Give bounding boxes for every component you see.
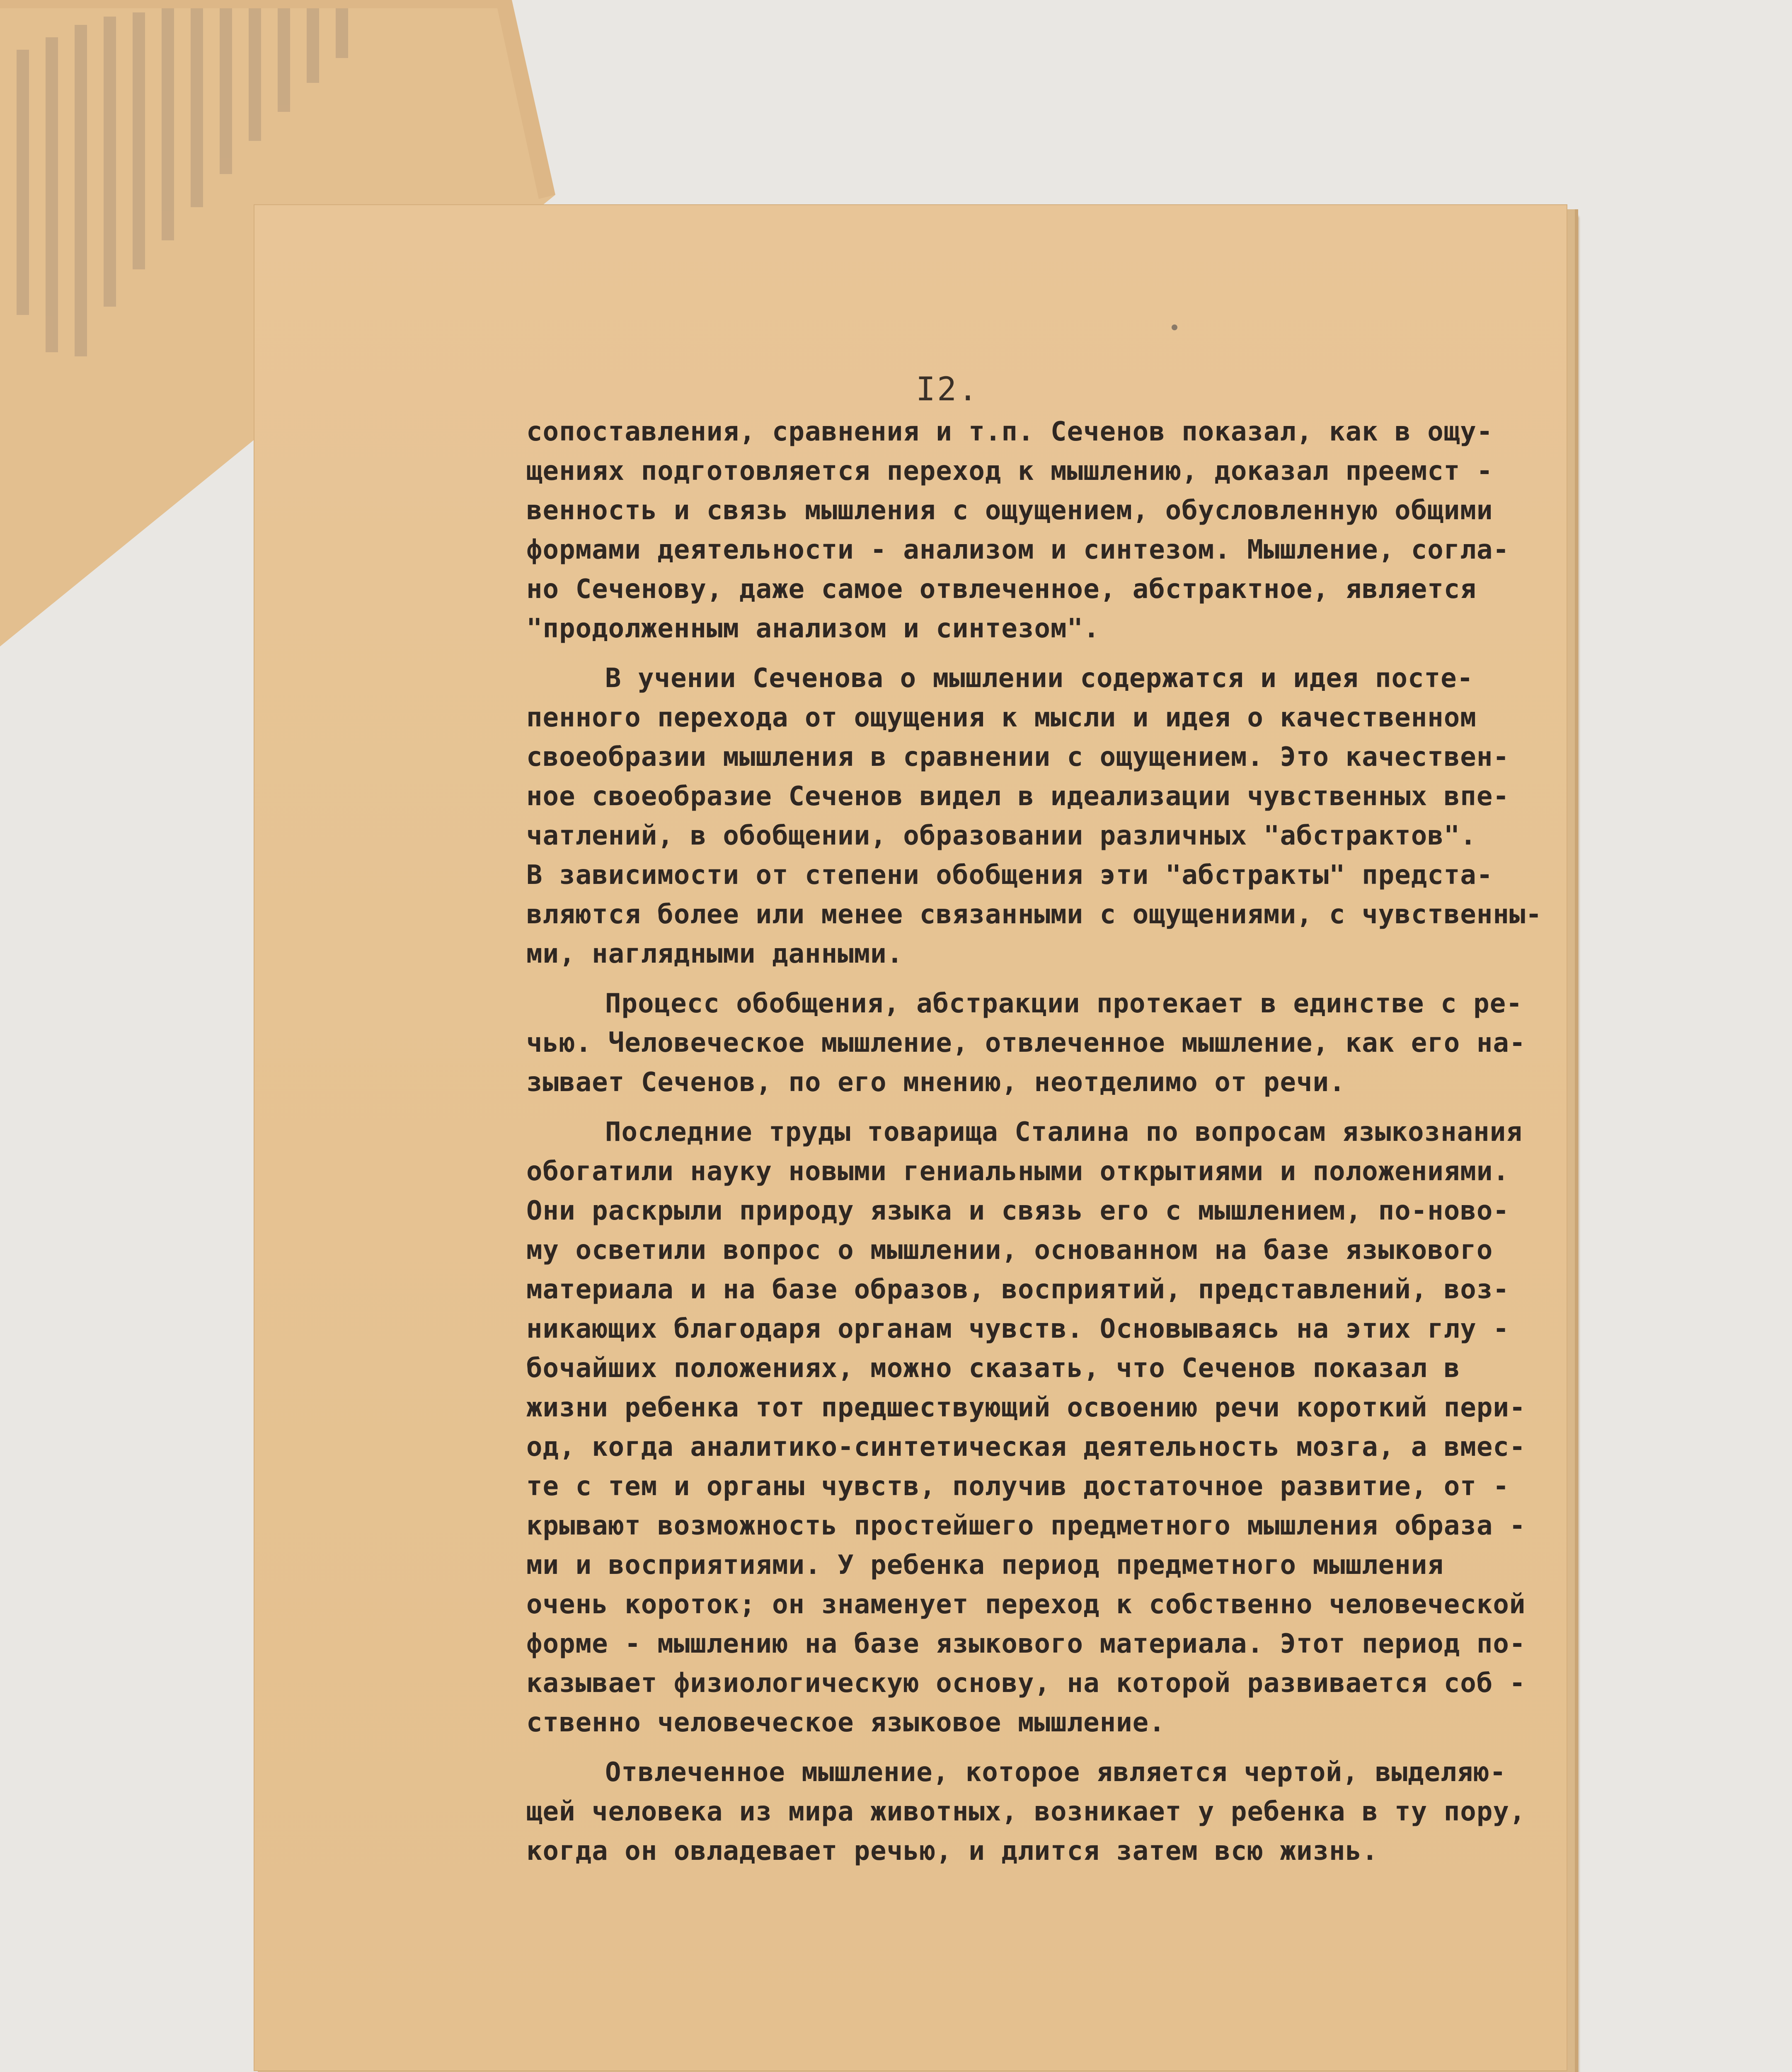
text-line: форме - мышлению на базе языкового материала. Этот период по- [526,1629,1526,1659]
paragraph-gap [526,974,1562,984]
ink-mark [1172,324,1177,330]
text-line: бочайших положениях, можно сказать, что Сеченов показал в [526,1353,1460,1384]
text-line: те с тем и органы чувств, получив достаточное развитие, от - [526,1471,1509,1502]
text-line: крывают возможность простейшего предметного мышления образа - [526,1510,1526,1541]
text-line: ми, наглядными данными. [526,939,903,969]
text-line: Они раскрыли природу языка и связь его с мышлением, по-ново- [526,1196,1509,1226]
text-line: когда он овладевает речью, и длится затем всю жизнь. [526,1836,1378,1866]
text-line: венность и связь мышления с ощущением, обусловленную общими [526,495,1493,526]
text-line: очень короток; он знаменует переход к собственно человеческой [526,1589,1526,1620]
text-line: ное своеобразие Сеченов видел в идеализации чувственных впе- [526,781,1509,812]
text-line: но Сеченову, даже самое отвлеченное, абстрактное, является [526,574,1477,605]
paragraph-gap [526,1743,1562,1753]
text-line: формами деятельности - анализом и синтезом. Мышление, согла- [526,535,1509,565]
text-line: щениях подготовляется переход к мышлению, доказал преемст - [526,456,1493,487]
text-line: му осветили вопрос о мышлении, основанном на базе языкового [526,1235,1493,1266]
text-line: сопоставления, сравнения и т.п. Сеченов показал, как в ощу- [526,416,1493,447]
text-line: материала и на базе образов, восприятий, представлений, воз- [526,1274,1509,1305]
text-line: никающих благодаря органам чувств. Основываясь на этих глу - [526,1314,1509,1344]
text-line: Процесс обобщения, абстракции протекает в единстве с ре- [605,988,1523,1019]
text-line: од, когда аналитико-синтетическая деятельность мозга, а вмес- [526,1432,1526,1462]
text-line: В зависимости от степени обобщения эти "абстракты" предста- [526,860,1493,891]
body-text [526,412,1562,1871]
text-line: обогатили науку новыми гениальными открытиями и положениями. [526,1156,1509,1187]
text-line: ми и восприятиями. У ребенка период предметного мышления [526,1550,1444,1581]
text-line: казывает физиологическую основу, на которой развивается соб - [526,1668,1526,1699]
text-line: ственно человеческое языковое мышление. [526,1707,1165,1738]
text-line: пенного перехода от ощущения к мысли и идея о качественном [526,702,1477,733]
text-line: щей человека из мира животных, возникает у ребенка в ту пору, [526,1796,1526,1827]
text-line: В учении Сеченова о мышлении содержатся и идея посте- [605,663,1474,694]
text-line: Отвлеченное мышление, которое является чертой, выделяю- [605,1757,1506,1788]
paragraph-gap [526,649,1562,659]
text-line: жизни ребенка тот предшествующий освоению речи короткий пери- [526,1392,1526,1423]
page-number: I2. [916,371,979,408]
text-line: чатлений, в обобщении, образовании различных "абстрактов". [526,821,1477,851]
text-line: Последние труды товарища Сталина по вопросам языкознания [605,1117,1523,1147]
text-line: своеобразии мышления в сравнении с ощущением. Это качествен- [526,742,1509,772]
text-line: "продолженным анализом и синтезом". [526,613,1100,644]
paragraph-gap [526,1102,1562,1113]
text-line: чью. Человеческое мышление, отвлеченное мышление, как его на- [526,1028,1526,1058]
text-line: зывает Сеченов, по его мнению, неотделимо от речи. [526,1067,1346,1098]
text-line: вляются более или менее связанными с ощущениями, с чувственны- [526,899,1542,930]
